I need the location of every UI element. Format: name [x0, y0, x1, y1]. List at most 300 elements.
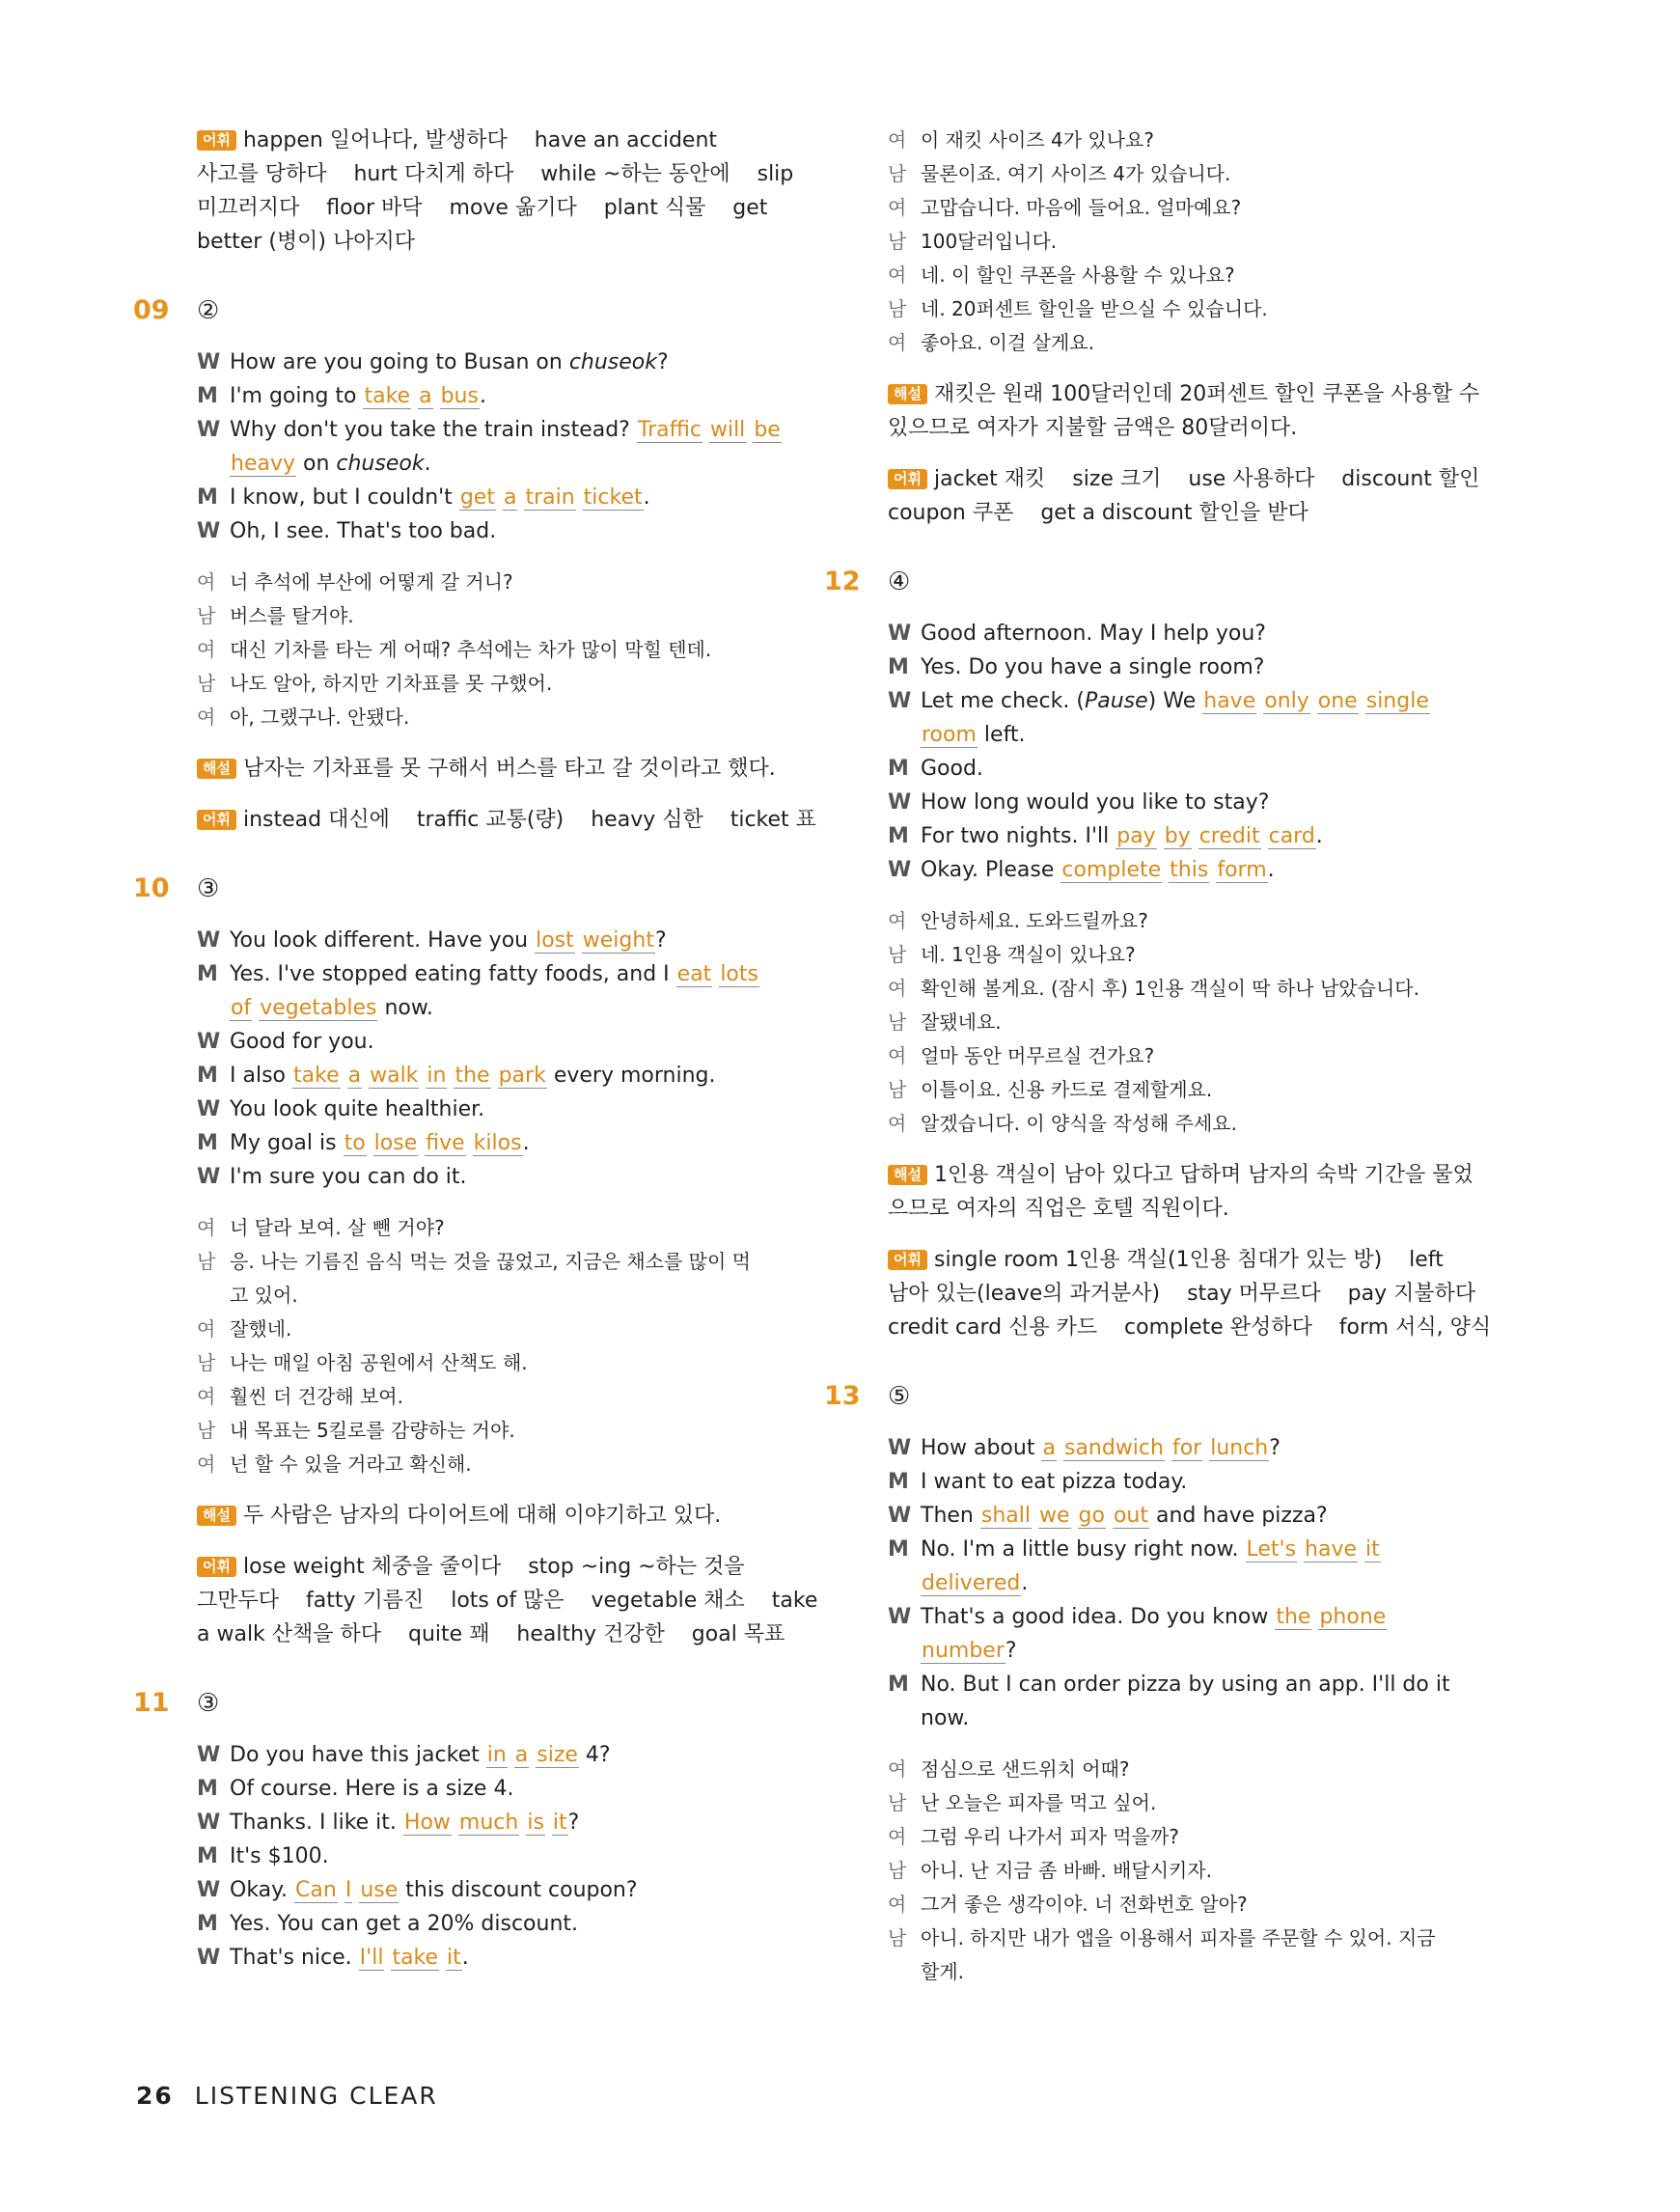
translation-line	[197, 701, 805, 734]
dialogue-line	[197, 1059, 805, 1092]
dialogue-text	[230, 957, 759, 991]
speaker-label: M	[888, 655, 909, 679]
answer-choice: ③	[197, 1689, 220, 1718]
text-segment: Okay. Please	[921, 858, 1061, 882]
speaker-label: W	[888, 858, 912, 882]
text-segment: .	[1267, 858, 1275, 882]
right-column	[824, 124, 1496, 2006]
q11-explain	[888, 377, 1496, 445]
text-segment: I'm sure you can do it.	[230, 1165, 467, 1189]
speaker-label: W	[888, 1436, 912, 1460]
speaker-label: 여	[888, 331, 907, 354]
translation-text: 100달러입니다.	[921, 230, 1058, 253]
blank-answer: a	[514, 1743, 529, 1767]
question-number: 09	[133, 295, 170, 325]
q09-script	[197, 346, 805, 548]
text-segment: Oh, I see. That's too bad.	[230, 519, 497, 543]
speaker-label: W	[197, 418, 221, 442]
blank-answer: kilos	[473, 1131, 522, 1155]
blank-answer: Let's	[1246, 1537, 1297, 1562]
speaker-label: 남	[888, 1926, 907, 1949]
speaker-label: 남	[888, 1078, 907, 1101]
translation-text: 좋아요. 이걸 살게요.	[921, 331, 1094, 354]
translation-text: 대신 기차를 타는 게 어때? 추석에는 차가 많이 막힐 텐데.	[230, 638, 712, 661]
text-segment: Pause	[1084, 689, 1148, 713]
blank-answer: only	[1264, 689, 1309, 713]
blank-answer: a	[347, 1064, 362, 1088]
blank-answer: size	[537, 1743, 578, 1767]
text-segment: .	[1315, 824, 1323, 848]
translation-text: 그거 좋은 생각이야. 너 전화번호 알아?	[921, 1893, 1248, 1916]
question-09-header	[133, 293, 805, 328]
translation-line	[888, 259, 1496, 292]
dialogue-text	[230, 481, 650, 514]
speaker-label: 남	[197, 1419, 216, 1442]
speaker-label: 남	[197, 672, 216, 695]
speaker-label: W	[888, 1605, 912, 1629]
text-segment	[1261, 824, 1268, 848]
translation-line	[888, 124, 1496, 157]
dialogue-text	[230, 1059, 715, 1092]
speaker-label: 남	[197, 604, 216, 627]
dialogue-line	[197, 1907, 805, 1941]
blank-answer: five	[426, 1131, 465, 1155]
blank-answer: weight	[582, 928, 654, 953]
translation-line	[197, 566, 805, 599]
translation-text: 고 있어.	[230, 1284, 298, 1307]
speaker-label: M	[197, 485, 218, 510]
text-segment: That's nice.	[230, 1946, 359, 1970]
line-text: lose weight 체중을 줄이다 stop ~ing ~하는 것을	[242, 1555, 745, 1579]
explain-label: 해설	[888, 1165, 927, 1185]
answer-choice: ④	[888, 567, 911, 596]
text-segment	[1358, 1537, 1364, 1562]
text-line	[197, 157, 805, 191]
dialogue-line	[888, 684, 1496, 718]
translation-text: 그럼 우리 나가서 피자 먹을까?	[921, 1825, 1179, 1848]
translation-text: 잘했네.	[230, 1317, 292, 1341]
text-segment	[576, 485, 583, 510]
dialogue-line	[888, 1431, 1496, 1465]
text-segment: No. I'm a little busy right now.	[921, 1537, 1246, 1562]
text-line	[888, 462, 1496, 496]
dialogue-text	[921, 1499, 1328, 1533]
text-segment	[1310, 689, 1317, 713]
translation-text: 너 추석에 부산에 어떻게 갈 거니?	[230, 570, 513, 594]
dialogue-line	[888, 752, 1496, 786]
blank-answer: the	[1276, 1605, 1311, 1629]
blank-answer: I'll	[359, 1946, 384, 1970]
text-line	[888, 1158, 1496, 1192]
speaker-label: M	[888, 1673, 909, 1697]
text-segment: ?	[654, 928, 667, 953]
blank-answer: out	[1113, 1504, 1148, 1528]
text-line	[888, 377, 1496, 411]
blank-answer: complete	[1061, 858, 1162, 882]
blank-answer: will	[709, 418, 746, 442]
line-text: 그만두다 fatty 기름진 lots of 많은 vegetable 채소 take	[197, 1589, 818, 1613]
speaker-label: 남	[888, 1010, 907, 1034]
speaker-label: 남	[888, 943, 907, 966]
q09-vocab	[197, 803, 816, 837]
q11-vocab	[888, 462, 1496, 530]
speaker-label: 남	[888, 1859, 907, 1882]
translation-text: 훨씬 더 건강해 보여.	[230, 1385, 403, 1408]
dialogue-line	[197, 1941, 805, 1975]
blank-answer: the	[454, 1064, 490, 1088]
text-segment: now.	[377, 996, 433, 1020]
dialogue-text	[230, 413, 782, 447]
text-segment: How are you going to Busan on	[230, 350, 569, 374]
dialogue-line	[197, 1839, 805, 1873]
translation-line	[888, 1786, 1496, 1820]
translation-text: 물론이죠. 여기 사이즈 4가 있습니다.	[921, 162, 1231, 185]
text-line	[197, 1499, 805, 1533]
dialogue-text	[921, 650, 1264, 684]
speaker-label: W	[197, 519, 221, 543]
blank-answer: one	[1317, 689, 1358, 713]
translation-line	[197, 1245, 805, 1279]
speaker-label: 여	[888, 196, 907, 219]
explain-label: 해설	[197, 759, 236, 779]
dialogue-text	[230, 514, 496, 548]
text-segment: ?	[657, 350, 669, 374]
translation-line	[197, 1380, 805, 1414]
dialogue-text	[230, 1025, 374, 1059]
dialogue-text	[921, 1600, 1387, 1634]
speaker-label: W	[197, 1097, 221, 1121]
text-segment: How long would you like to stay?	[921, 790, 1270, 815]
line-text: jacket 재킷 size 크기 use 사용하다 discount 할인	[933, 467, 1480, 491]
book-title: LISTENING CLEAR	[194, 2082, 438, 2110]
dialogue-text	[921, 786, 1269, 819]
blank-answer: I	[344, 1878, 352, 1902]
line-text: 남아 있는(leave의 과거분사) stay 머무르다 pay 지불하다	[888, 1282, 1476, 1306]
line-text: single room 1인용 객실(1인용 침대가 있는 방) left	[933, 1248, 1444, 1272]
text-segment: Why don't you take the train instead?	[230, 418, 637, 442]
dialogue-line	[197, 957, 805, 991]
speaker-label: 여	[888, 263, 907, 287]
text-segment: .	[522, 1131, 530, 1155]
q13-korean	[888, 1753, 1496, 1989]
speaker-label: W	[888, 622, 912, 646]
blank-answer: number	[922, 1639, 1005, 1663]
blank-answer: Can	[295, 1878, 337, 1902]
speaker-label: W	[197, 350, 221, 374]
text-segment: I know, but I couldn't	[230, 485, 459, 510]
speaker-label: 여	[197, 1317, 216, 1341]
speaker-label: W	[197, 1743, 221, 1767]
line-text: a walk 산책을 하다 quite 꽤 healthy 건강한 goal 목표	[197, 1622, 785, 1646]
speaker-label: W	[197, 1811, 221, 1835]
translation-text: 이틀이요. 신용 카드로 결제할게요.	[921, 1078, 1213, 1101]
translation-line	[888, 292, 1496, 326]
translation-line	[888, 972, 1496, 1006]
text-segment	[491, 1064, 498, 1088]
q10-korean	[197, 1211, 805, 1481]
text-segment: I'm going to	[230, 384, 364, 408]
dialogue-text	[230, 1092, 484, 1126]
text-segment	[496, 485, 503, 510]
dialogue-line	[888, 786, 1496, 819]
text-segment	[1032, 1504, 1038, 1528]
dialogue-text	[230, 379, 486, 413]
text-line	[197, 1618, 805, 1651]
speaker-label: 여	[888, 128, 907, 152]
text-segment	[341, 1064, 347, 1088]
text-segment	[1106, 1504, 1113, 1528]
speaker-label: M	[197, 384, 218, 408]
speaker-label: W	[888, 689, 912, 713]
dialogue-line	[197, 924, 805, 957]
vocab-label: 어휘	[197, 1557, 236, 1577]
answer-choice: ⑤	[888, 1382, 911, 1411]
dialogue-line	[197, 1772, 805, 1806]
dialogue-text	[921, 1533, 1381, 1566]
speaker-label: 남	[197, 1250, 216, 1273]
dialogue-line	[197, 1160, 805, 1194]
text-line	[888, 1192, 1496, 1226]
line-text: 사고를 당하다 hurt 다치게 하다 while ~하는 동안에 slip	[197, 162, 794, 186]
text-segment	[338, 1878, 344, 1902]
blank-answer: have	[1203, 689, 1256, 713]
text-line	[197, 1584, 818, 1618]
translation-line	[888, 225, 1496, 259]
speaker-label: 여	[888, 977, 907, 1000]
text-segment: Good afternoon. May I help you?	[921, 622, 1266, 646]
blank-answer: room	[922, 723, 977, 747]
line-text: 남자는 기차표를 못 구해서 버스를 타고 갈 것이라고 했다.	[242, 757, 776, 781]
dialogue-text	[230, 346, 669, 379]
dialogue-text	[230, 1839, 329, 1873]
speaker-label: 남	[888, 1791, 907, 1814]
speaker-label: W	[197, 1946, 221, 1970]
text-segment: chuseok	[568, 350, 657, 374]
dialogue-line	[888, 1499, 1496, 1533]
text-segment	[367, 1131, 373, 1155]
speaker-label: 여	[888, 1044, 907, 1067]
text-line	[888, 496, 1496, 530]
text-segment	[1071, 1504, 1078, 1528]
question-number: 13	[824, 1381, 861, 1411]
text-segment: Yes. Do you have a single room?	[921, 655, 1265, 679]
text-segment: ?	[567, 1811, 580, 1835]
dialogue-text	[230, 1806, 579, 1839]
text-segment: Do you have this jacket	[230, 1743, 486, 1767]
translation-line	[888, 1888, 1496, 1922]
text-segment: I want to eat pizza today.	[921, 1470, 1188, 1494]
answer-choice: ③	[197, 874, 220, 903]
dialogue-line	[888, 1701, 1496, 1735]
speaker-label	[197, 447, 230, 481]
speaker-label	[888, 1566, 921, 1600]
blank-answer: be	[754, 418, 781, 442]
text-line	[197, 225, 805, 259]
text-line	[888, 1243, 1496, 1277]
dialogue-line	[197, 1126, 805, 1160]
text-segment: Okay.	[230, 1878, 295, 1902]
text-segment: I also	[230, 1064, 292, 1088]
translation-text: 점심으로 샌드위치 어때?	[921, 1757, 1130, 1781]
blank-answer: form	[1217, 858, 1267, 882]
q09-korean	[197, 566, 805, 734]
text-segment	[1157, 824, 1164, 848]
speaker-label: 여	[197, 1452, 216, 1476]
page-footer	[136, 2082, 438, 2110]
dialogue-line	[888, 1566, 1496, 1600]
blank-answer: of	[231, 996, 252, 1020]
translation-text: 고맙습니다. 마음에 들어요. 얼마예요?	[921, 196, 1242, 219]
blank-answer: it	[552, 1811, 567, 1835]
speaker-label	[888, 1634, 921, 1668]
translation-text: 얼마 동안 머무르실 건가요?	[921, 1044, 1155, 1067]
dialogue-text	[230, 1738, 611, 1772]
dialogue-text	[230, 991, 433, 1025]
translation-text: 아니. 난 지금 좀 바빠. 배달시키자.	[921, 1859, 1213, 1882]
line-text: 1인용 객실이 남아 있다고 답하며 남자의 숙박 기간을 물었	[933, 1163, 1473, 1187]
blank-answer: much	[458, 1811, 519, 1835]
dialogue-line	[197, 1806, 805, 1839]
blank-answer: phone	[1319, 1605, 1387, 1629]
dialogue-line	[197, 447, 805, 481]
text-segment: No. But I can order pizza by using an app. I'll do it	[921, 1673, 1450, 1697]
dialogue-text	[921, 752, 983, 786]
dialogue-text	[921, 1634, 1017, 1668]
explain-label: 해설	[888, 384, 927, 404]
translation-text: 잘됐네요.	[921, 1010, 1002, 1034]
dialogue-line	[888, 1533, 1496, 1566]
dialogue-text	[230, 447, 431, 481]
text-line	[197, 752, 805, 786]
speaker-label	[888, 1701, 921, 1735]
dialogue-line	[197, 346, 805, 379]
translation-line	[888, 326, 1496, 360]
translation-line	[888, 1753, 1496, 1786]
q11-script	[197, 1738, 805, 1975]
line-text: instead 대신에 traffic 교통(량) heavy 심한 ticket 표	[242, 808, 816, 832]
dialogue-text	[921, 1566, 1028, 1600]
translation-text: 버스를 탈거야.	[230, 604, 354, 627]
blank-answer: walk	[370, 1064, 419, 1088]
vocab-label: 어휘	[888, 469, 927, 489]
dialogue-text	[921, 1465, 1187, 1499]
translation-text: 이 재킷 사이즈 4가 있나요?	[921, 128, 1154, 152]
text-segment: How about	[921, 1436, 1042, 1460]
text-segment: ) We	[1147, 689, 1203, 713]
speaker-label: M	[888, 757, 909, 781]
text-segment: .	[461, 1946, 469, 1970]
speaker-label: M	[888, 1537, 909, 1562]
dialogue-line	[888, 1634, 1496, 1668]
text-segment: Good.	[921, 757, 983, 781]
text-segment	[1297, 1537, 1304, 1562]
speaker-label: 여	[197, 1216, 216, 1239]
question-10-header	[133, 871, 805, 906]
translation-line	[197, 1313, 805, 1346]
blank-answer: in	[486, 1743, 507, 1767]
speaker-label: 여	[888, 1757, 907, 1781]
q10-script	[197, 924, 805, 1194]
blank-answer: take	[293, 1064, 340, 1088]
line-text: 있으므로 여자가 지불할 금액은 80달러이다.	[888, 416, 1298, 440]
dialogue-text	[921, 617, 1266, 650]
text-segment	[545, 1811, 552, 1835]
text-segment: It's $100.	[230, 1844, 329, 1868]
dialogue-line	[888, 1465, 1496, 1499]
text-segment: this discount coupon?	[399, 1878, 638, 1902]
text-segment	[508, 1743, 514, 1767]
text-segment: chuseok	[336, 452, 425, 476]
line-text: coupon 쿠폰 get a discount 할인을 받다	[888, 501, 1308, 525]
text-segment: Thanks. I like it.	[230, 1811, 403, 1835]
q10-vocab	[197, 1550, 818, 1651]
text-segment	[433, 384, 440, 408]
page-number: 26	[136, 2082, 174, 2110]
vocab-block-top	[197, 124, 805, 259]
translation-text: 알겠습니다. 이 양식을 작성해 주세요.	[921, 1112, 1237, 1135]
translation-line	[197, 1414, 805, 1448]
text-segment: My goal is	[230, 1131, 344, 1155]
text-segment: Good for you.	[230, 1030, 374, 1054]
blank-answer: park	[498, 1064, 546, 1088]
speaker-label: 여	[888, 1825, 907, 1848]
text-segment	[466, 1131, 473, 1155]
translation-text: 나는 매일 아침 공원에서 산책도 해.	[230, 1351, 528, 1374]
blank-answer: use	[360, 1878, 399, 1902]
blank-answer: it	[1365, 1537, 1380, 1562]
translation-line	[197, 1448, 805, 1481]
question-number: 12	[824, 567, 861, 596]
blank-answer: in	[427, 1064, 447, 1088]
text-segment: That's a good idea. Do you know	[921, 1605, 1276, 1629]
blank-answer: go	[1078, 1504, 1105, 1528]
dialogue-line	[197, 1873, 805, 1907]
dialogue-line	[197, 1092, 805, 1126]
dialogue-line	[197, 1738, 805, 1772]
translation-text: 안녕하세요. 도와드릴까요?	[921, 909, 1148, 932]
q11-korean	[888, 124, 1496, 360]
question-number: 10	[133, 873, 170, 903]
text-segment: left.	[977, 723, 1026, 747]
text-segment: You look quite healthier.	[230, 1097, 485, 1121]
text-segment	[452, 1811, 458, 1835]
dialogue-text	[230, 1907, 578, 1941]
speaker-label: 남	[888, 297, 907, 320]
text-segment: Yes. I've stopped eating fatty foods, and I	[230, 962, 676, 986]
dialogue-text	[921, 819, 1323, 853]
blank-answer: pay	[1116, 824, 1156, 848]
line-text: 미끄러지다 floor 바닥 move 옮기다 plant 식물 get	[197, 196, 768, 220]
translation-line	[197, 1346, 805, 1380]
dialogue-line	[888, 1668, 1496, 1701]
speaker-label	[197, 1279, 230, 1313]
q10-explain	[197, 1499, 805, 1533]
text-segment: ?	[1005, 1639, 1017, 1663]
translation-line	[888, 904, 1496, 938]
dialogue-text	[230, 924, 667, 957]
dialogue-line	[197, 514, 805, 548]
text-segment: on	[296, 452, 337, 476]
blank-answer: lose	[373, 1131, 418, 1155]
blank-answer: How	[403, 1811, 451, 1835]
speaker-label: W	[197, 1878, 221, 1902]
translation-line	[888, 1107, 1496, 1141]
translation-text: 할게.	[921, 1960, 964, 1983]
speaker-label: 여	[888, 1112, 907, 1135]
text-line	[197, 1550, 805, 1584]
text-segment: Then	[921, 1504, 980, 1528]
dialogue-text	[230, 1941, 469, 1975]
